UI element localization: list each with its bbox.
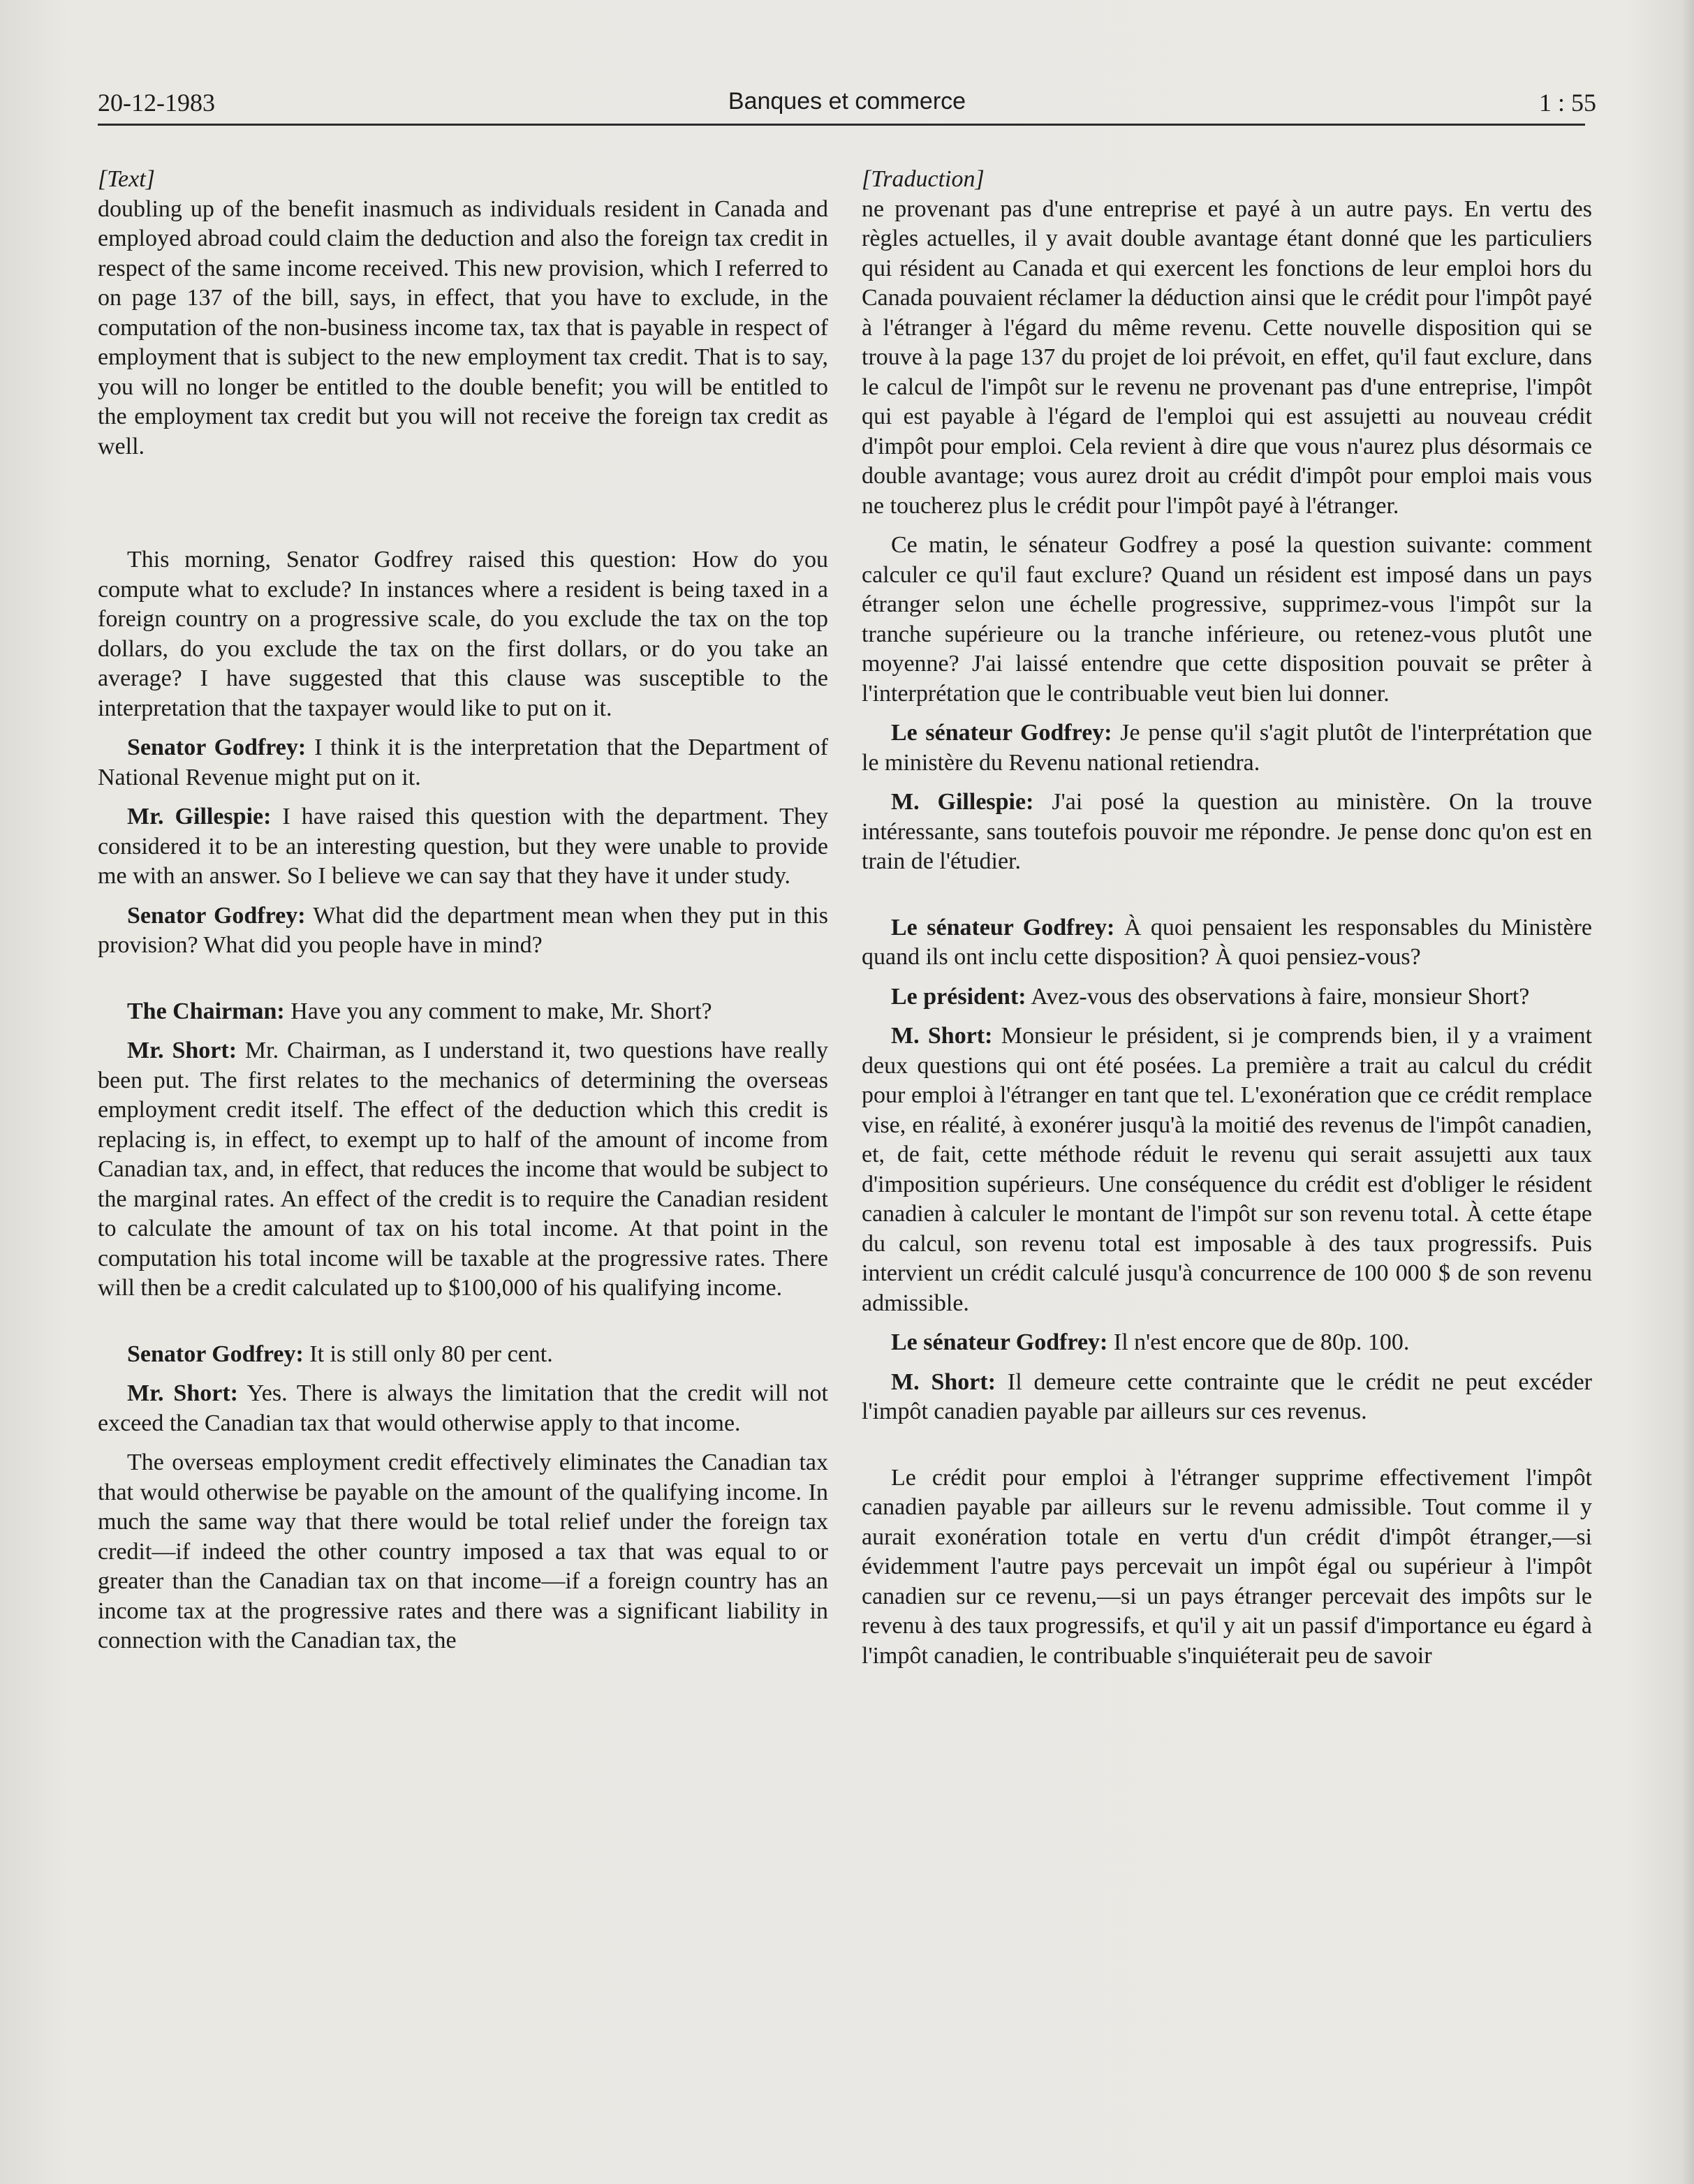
speech-text: Monsieur le président, si je comprends bien, il y a vraiment deux questions qui ont été posées. La première a trait au calcul du crédit pour emploi à l'étranger en tant que tel. L'exonération que ce crédit remplace vise, en réalité, à exonérer jusqu'à la moitié des revenus de l'impôt canadien, et, de fait, cette méthode réduit le revenu qui serait assujetti aux taux d'imposition supérieurs. Une conséquence du crédit est d'obliger le résident canadien à calculer le montant de l'impôt sur son revenu total. À cette étape du calcul, son revenu total est imposable à des taux progressifs. Puis intervient un crédit calculé jusqu'à concurrence de 100 000 $ de son revenu admissible. bbox=[862, 1023, 1592, 1316]
speech-text: Avez-vous des observations à faire, monsieur Short? bbox=[1026, 983, 1530, 1010]
french-column bbox=[862, 165, 1592, 1671]
speaker-paragraph bbox=[98, 1379, 828, 1438]
paragraph: The overseas employment credit effectively eliminates the Canadian tax that would otherwise be payable on the amount of the qualifying income. In much the same way that there would be total relief under the foreign tax credit—if indeed the other country imposed a tax that was equal to or greater than the Canadian tax on that income—if a foreign country has an income tax at the progressive rates and there was a significant liability in connection with the Canadian tax, the bbox=[98, 1449, 828, 1653]
speaker-paragraph bbox=[98, 733, 828, 792]
speech-text: Mr. Chairman, as I understand it, two questions have really been put. The first relates to the mechanics of determining the overseas employment credit itself. The effect of the deduction which this credit is replacing is, in effect, to exempt up to half of the amount of income from Canadian tax, and, in effect, that reduces the income that would be subject to the marginal rates. An effect of the credit is to require the Canadian resident to calculate the amount of tax on his total income. At that point in the computation his total income will be taxable at the progressive rates. There will then be a credit calculated up to $100,000 of his qualifying income. bbox=[98, 1038, 828, 1301]
speaker-name: M. Short: bbox=[891, 1023, 993, 1049]
speaker-name: Senator Godfrey: bbox=[127, 735, 307, 760]
speech-text: J'ai posé la question au ministère. On la trouve intéressante, sans toutefois pouvoir me répondre. Je pense donc qu'on est en train de l'étudier. bbox=[862, 789, 1593, 874]
speech-text: I think it is the interpretation that the Department of National Revenue might put on it. bbox=[98, 735, 828, 790]
speaker-name: Le sénateur Godfrey: bbox=[891, 1329, 1108, 1355]
speaker-name: Mr. Short: bbox=[127, 1038, 237, 1063]
speech-text: À quoi pensaient les responsables du Ministère quand ils ont inclu cette disposition? À quoi pensiez-vous? bbox=[862, 914, 1592, 970]
page-header bbox=[98, 82, 1596, 127]
speaker-name: Le président: bbox=[891, 983, 1026, 1010]
speaker-paragraph bbox=[98, 1036, 828, 1304]
speaker-paragraph bbox=[862, 788, 1592, 877]
speech-text: What did the department mean when they put in this provision? What did you people have in mind? bbox=[98, 902, 828, 958]
speech-text: Je pense qu'il s'agit plutôt de l'interprétation que le ministère du Revenu national retiendra. bbox=[862, 720, 1592, 776]
paragraph: doubling up of the benefit inasmuch as individuals resident in Canada and employed abroad could claim the deduction and also the foreign tax credit in respect of the same income received. This new provision, which I referred to on page 137 of the bill, says, in effect, that you have to exclude, in the computation of the non-business income tax, tax that is payable in respect of employment that is subject to the new employment tax credit. That is to say, you will no longer be entitled to the double benefit; you will be entitled to the employment tax credit but you will not receive the foreign tax credit as well. bbox=[98, 195, 828, 459]
speaker-name: M. Gillespie: bbox=[891, 789, 1034, 815]
speaker-paragraph bbox=[98, 901, 828, 961]
paragraph: Le crédit pour emploi à l'étranger supprime effectivement l'impôt canadien payable par ailleurs sur le revenu admissible. Tout comme il y aurait exonération totale en vertu d'un crédit d'impôt étranger,—si évidemment l'autre pays percevait un impôt égal ou supérieur à l'impôt canadien sur ce revenu,—si un pays étranger percevait des impôts sur le revenu à des taux progressifs, et qu'il y ait un passif d'importance eu égard à l'impôt canadien, le contribuable s'inquiéterait peu de savoir bbox=[862, 1464, 1592, 1669]
page-edge-shadow bbox=[1681, 0, 1694, 2184]
speaker-paragraph bbox=[98, 1340, 828, 1370]
speaker-paragraph bbox=[862, 913, 1592, 973]
speech-text: Il demeure cette contrainte que le crédit ne peut excéder l'impôt canadien payable par ailleurs sur ces revenus. bbox=[862, 1368, 1592, 1424]
language-tag: [Text] bbox=[98, 166, 155, 192]
speaker-paragraph bbox=[862, 1328, 1592, 1358]
header-date: 20-12-1983 bbox=[98, 89, 215, 117]
language-tag: [Traduction] bbox=[862, 166, 985, 192]
speech-text: It is still only 80 per cent. bbox=[303, 1341, 553, 1367]
speaker-paragraph bbox=[98, 802, 828, 892]
header-title: Banques et commerce bbox=[728, 88, 966, 115]
paragraph: ne provenant pas d'une entreprise et payé à un autre pays. En vertu des règles actuelles, il y avait double avantage étant donné que les particuliers qui résident au Canada et qui exercent les fonctions de leur emploi hors du Canada pouvaient réclamer la déduction ainsi que le crédit pour l'impôt payé à l'étranger à l'égard du même revenu. Cette nouvelle disposition qui se trouve à la page 137 du projet de loi prévoit, en effet, qu'il faut exclure, dans le calcul de l'impôt sur le revenu ne provenant pas d'une entreprise, l'impôt qui est payable à l'égard de l'emploi qui est assujetti au nouveau crédit d'impôt pour emploi. Cela revient à dire que vous n'aurez plus désormais ce double avantage; vous aurez droit au crédit d'impôt pour emploi mais vous ne toucherez plus le crédit pour l'impôt payé à l'étranger. bbox=[862, 195, 1592, 519]
speaker-paragraph bbox=[98, 997, 828, 1027]
paragraph: This morning, Senator Godfrey raised this question: How do you compute what to exclude? In instances where a resident is being taxed in a foreign country on a progressive scale, do you exclude the tax on the top dollars, do you exclude the tax on the first dollars, or do you take an average? I have suggested that this clause was susceptible to the interpretation that the taxpayer would like to put on it. bbox=[98, 547, 828, 721]
speaker-name: Senator Godfrey: bbox=[127, 1341, 304, 1367]
speech-text: Il n'est encore que de 80p. 100. bbox=[1107, 1329, 1410, 1355]
speaker-name: Senator Godfrey: bbox=[127, 902, 306, 929]
speaker-name: The Chairman: bbox=[127, 998, 285, 1024]
speaker-name: Le sénateur Godfrey: bbox=[891, 720, 1112, 746]
english-column bbox=[98, 165, 828, 1656]
paragraph: Ce matin, le sénateur Godfrey a posé la question suivante: comment calculer ce qu'il faut exclure? Quand un résident est imposé dans un pays étranger selon une échelle progressive, supprimez-vous l'impôt sur la tranche supérieure ou la tranche inférieure, ou retenez-vous plutôt une moyenne? J'ai laissé entendre que cette disposition pouvait se prêter à l'interprétation que le contribuable veut bien lui donner. bbox=[862, 532, 1592, 707]
speaker-name: M. Short: bbox=[891, 1368, 996, 1395]
speaker-name: Mr. Short: bbox=[127, 1380, 238, 1406]
speaker-paragraph bbox=[862, 982, 1592, 1012]
speaker-paragraph bbox=[862, 1021, 1592, 1318]
header-rule bbox=[98, 124, 1585, 126]
speaker-paragraph bbox=[862, 718, 1592, 778]
speaker-paragraph bbox=[862, 1368, 1592, 1427]
speech-text: I have raised this question with the department. They considered it to be an interesting question, but they were unable to provide me with an answer. So I believe we can say that they have it under study. bbox=[98, 804, 829, 889]
speech-text: Have you any comment to make, Mr. Short? bbox=[284, 998, 712, 1024]
header-page-number: 1 : 55 bbox=[1538, 89, 1596, 117]
speaker-name: Le sénateur Godfrey: bbox=[891, 914, 1115, 940]
speech-text: Yes. There is always the limitation that the credit will not exceed the Canadian tax that would otherwise apply to that income. bbox=[98, 1380, 828, 1436]
speaker-name: Mr. Gillespie: bbox=[127, 804, 272, 829]
